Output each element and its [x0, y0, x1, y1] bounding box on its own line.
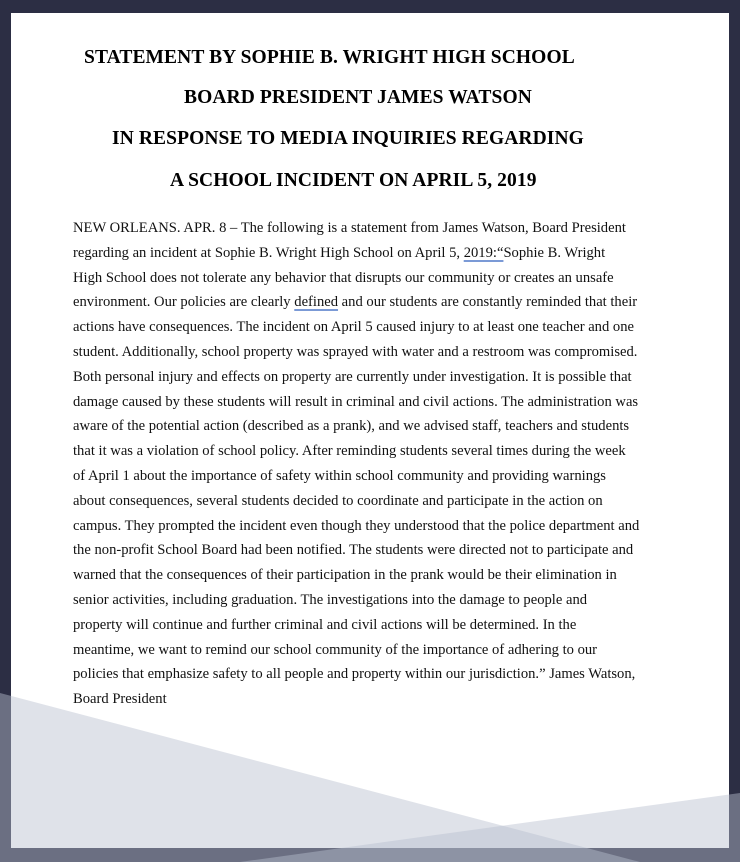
text-run: environment. Our policies are clearly [73, 294, 295, 311]
body-line [73, 315, 703, 340]
body-line [73, 687, 703, 712]
body-line [73, 638, 703, 663]
text-run: property will continue and further criminal and civil actions will be determined. In the [73, 616, 577, 633]
body-line [73, 365, 703, 390]
text-run: the non-profit School Board had been notified. The students were directed not to participate and [73, 542, 634, 559]
document-page [11, 13, 729, 848]
spellcheck-flagged-text[interactable]: defined [294, 294, 339, 311]
text-run: meantime, we want to remind our school community of the importance of adhering to our [73, 641, 598, 658]
text-run: Board President [73, 691, 167, 708]
text-run: warned that the consequences of their participation in the prank would be their elimination in [73, 567, 617, 584]
body-line [73, 588, 703, 613]
body-line [73, 216, 703, 241]
body-line [73, 340, 703, 365]
body-line [73, 439, 703, 464]
body-line [73, 489, 703, 514]
body-line [73, 464, 703, 489]
text-run: High School does not tolerate any behavior that disrupts our community or creates an unsafe [73, 269, 614, 286]
body-line [73, 241, 703, 266]
title-line-4: A SCHOOL INCIDENT ON APRIL 5, 2019 [170, 170, 537, 191]
body-line [73, 662, 703, 687]
text-run: about consequences, several students decided to coordinate and participate in the action on [73, 492, 603, 509]
body-line [73, 266, 703, 291]
text-run: aware of the potential action (described as a prank), and we advised staff, teachers and students [73, 418, 630, 435]
text-run: campus. They prompted the incident even though they understood that the police department and [73, 517, 640, 534]
spellcheck-flagged-text[interactable]: 2019:“ [463, 244, 504, 261]
text-run: of April 1 about the importance of safety within school community and providing warnings [73, 467, 606, 484]
body-line [73, 514, 703, 539]
text-run: NEW ORLEANS. APR. 8 – The following is a statement from James Watson, Board President [73, 220, 626, 236]
text-run: that it was a violation of school policy. After reminding students several times during the week [73, 443, 626, 460]
text-run: regarding an incident at Sophie B. Wright High School on April 5, [73, 244, 464, 261]
statement-body [73, 216, 703, 712]
text-run: student. Additionally, school property was sprayed with water and a restroom was compromised. [73, 343, 638, 360]
body-line [73, 538, 703, 563]
body-line [73, 290, 703, 315]
title-line-1: STATEMENT BY SOPHIE B. WRIGHT HIGH SCHOOL [84, 47, 575, 68]
title-line-3: IN RESPONSE TO MEDIA INQUIRIES REGARDING [112, 128, 584, 149]
text-run: and our students are constantly reminded that their [338, 294, 638, 311]
body-line [73, 563, 703, 588]
title-line-2: BOARD PRESIDENT JAMES WATSON [184, 87, 532, 108]
text-run: senior activities, including graduation. The investigations into the damage to people and [73, 591, 588, 608]
text-run: damage caused by these students will result in criminal and civil actions. The administration was [73, 393, 639, 410]
body-line [73, 390, 703, 415]
text-run: policies that emphasize safety to all people and property within our jurisdiction.” James Watson, [73, 666, 636, 683]
text-run: Sophie B. Wright [503, 244, 606, 261]
body-line [73, 414, 703, 439]
body-line [73, 613, 703, 638]
text-run: Both personal injury and effects on property are currently under investigation. It is possible that [73, 368, 632, 385]
text-run: actions have consequences. The incident on April 5 caused injury to at least one teacher and one [73, 319, 634, 336]
